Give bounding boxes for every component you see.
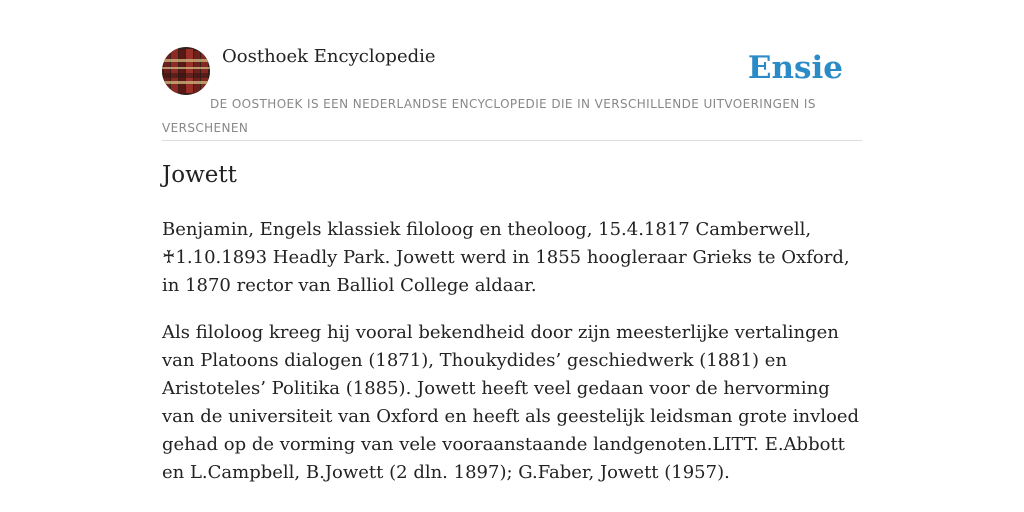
site-title[interactable]: Oosthoek Encyclopedie bbox=[222, 46, 436, 67]
encyclopedia-avatar[interactable] bbox=[162, 47, 210, 95]
article-paragraph: Benjamin, Engels klassiek filoloog en theoloog, 15.4.1817 Camberwell, ♰1.10.1893 Headly Park. Jowett werd in 1855 hoogleraar Grieks te Oxford, in 1870 rector van Balliol College aldaar. bbox=[162, 219, 850, 296]
page bbox=[162, 0, 862, 483]
ensie-logo[interactable]: Ensie bbox=[747, 50, 843, 86]
article-body bbox=[162, 216, 867, 506]
article-paragraph: Als filoloog kreeg hij vooral bekendheid door zijn meesterlijke vertalingen van Platoons dialogen (1871), Thoukydides’ geschiedwerk (1881) en Aristoteles’ Politika (1885). Jowett heeft veel gedaan voor de hervorming van de universiteit van Oxford en heeft als geestelijk leidsman grote invloed gehad op de vorming van vele vooraanstaande landgenoten.LITT. E.Abbott en L.Campbell, B.Jowett (2 dln. 1897); G.Faber, Jowett (1957). bbox=[162, 322, 860, 483]
article-title: Jowett bbox=[162, 162, 237, 188]
header bbox=[162, 0, 862, 141]
site-tagline: DE OOSTHOEK IS EEN NEDERLANDSE ENCYCLOPEDIE DIE IN VERSCHILLENDE UITVOERINGEN IS VERSCHENEN bbox=[162, 97, 816, 135]
book-spines-image bbox=[162, 47, 210, 95]
